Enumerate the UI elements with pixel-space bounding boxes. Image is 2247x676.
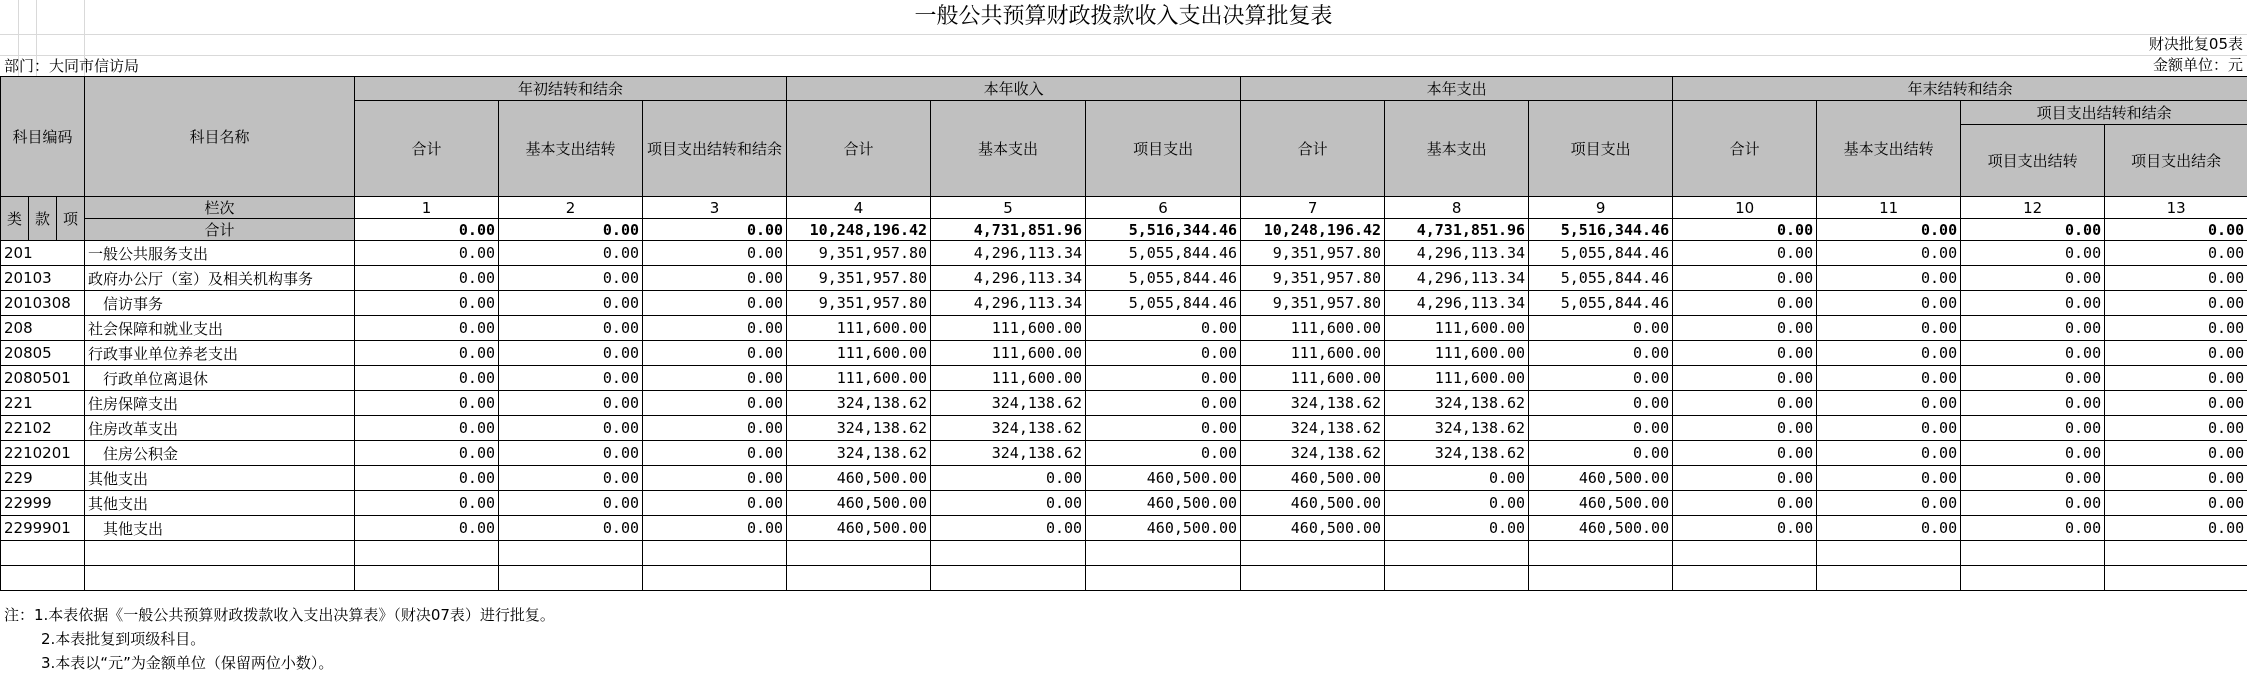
value-cell: 0.00 — [1817, 516, 1961, 541]
empty-cell — [2105, 541, 2247, 566]
value-cell: 0.00 — [1385, 466, 1529, 491]
value-cell: 0.00 — [1961, 316, 2105, 341]
value-cell: 0.00 — [1817, 391, 1961, 416]
value-cell: 0.00 — [1673, 366, 1817, 391]
value-cell: 0.00 — [2105, 491, 2247, 516]
value-cell: 324,138.62 — [1241, 416, 1385, 441]
value-cell: 111,600.00 — [1241, 316, 1385, 341]
value-cell: 0.00 — [1961, 366, 2105, 391]
value-cell: 324,138.62 — [1241, 391, 1385, 416]
value-cell: 460,500.00 — [1529, 491, 1673, 516]
table-row — [1, 366, 2247, 391]
row-code: 2080501 — [1, 366, 85, 391]
value-cell: 0.00 — [1673, 466, 1817, 491]
value-cell: 0.00 — [2105, 366, 2247, 391]
column-number: 9 — [1529, 197, 1673, 219]
value-cell: 111,600.00 — [1241, 366, 1385, 391]
value-cell: 0.00 — [1673, 516, 1817, 541]
department-label: 部门：大同市信访局 — [4, 57, 140, 75]
total-cell: 0.00 — [1817, 219, 1961, 241]
value-cell: 0.00 — [1086, 316, 1241, 341]
value-cell: 0.00 — [355, 266, 499, 291]
value-cell: 0.00 — [499, 416, 643, 441]
empty-cell — [643, 541, 787, 566]
header-col-6: 项目支出 — [1086, 101, 1241, 197]
value-cell: 0.00 — [1529, 316, 1673, 341]
value-cell: 0.00 — [355, 516, 499, 541]
header-code: 科目编码 — [1, 77, 85, 197]
value-cell: 0.00 — [1385, 516, 1529, 541]
value-cell: 0.00 — [1086, 391, 1241, 416]
value-cell: 460,500.00 — [787, 466, 931, 491]
value-cell: 9,351,957.80 — [1241, 266, 1385, 291]
note-1: 注：1.本表依据《一般公共预算财政拨款收入支出决算表》（财决07表）进行批复。 — [4, 606, 555, 624]
value-cell: 0.00 — [355, 241, 499, 266]
header-col-10: 合计 — [1673, 101, 1817, 197]
value-cell: 460,500.00 — [1241, 491, 1385, 516]
gridline — [0, 55, 2247, 56]
value-cell: 0.00 — [1817, 491, 1961, 516]
value-cell: 0.00 — [643, 241, 787, 266]
row-code: 2299901 — [1, 516, 85, 541]
header-col-8: 基本支出 — [1385, 101, 1529, 197]
value-cell: 111,600.00 — [787, 316, 931, 341]
value-cell: 0.00 — [1961, 516, 2105, 541]
row-name: 住房公积金 — [85, 441, 355, 466]
empty-cell — [1, 566, 85, 591]
value-cell: 0.00 — [643, 366, 787, 391]
value-cell: 0.00 — [1529, 366, 1673, 391]
value-cell: 0.00 — [1086, 416, 1241, 441]
value-cell: 324,138.62 — [787, 441, 931, 466]
value-cell: 0.00 — [499, 441, 643, 466]
value-cell: 0.00 — [1817, 416, 1961, 441]
value-cell: 0.00 — [2105, 391, 2247, 416]
value-cell: 0.00 — [1673, 416, 1817, 441]
value-cell: 9,351,957.80 — [787, 291, 931, 316]
value-cell: 460,500.00 — [1529, 466, 1673, 491]
empty-cell — [1673, 566, 1817, 591]
value-cell: 324,138.62 — [1385, 416, 1529, 441]
value-cell: 0.00 — [1673, 266, 1817, 291]
value-cell: 0.00 — [643, 341, 787, 366]
value-cell: 460,500.00 — [1241, 466, 1385, 491]
empty-cell — [1385, 541, 1529, 566]
value-cell: 0.00 — [355, 391, 499, 416]
value-cell: 111,600.00 — [931, 366, 1086, 391]
notes — [4, 603, 555, 675]
value-cell: 0.00 — [355, 291, 499, 316]
value-cell: 0.00 — [2105, 516, 2247, 541]
row-code: 201 — [1, 241, 85, 266]
header-col-9: 项目支出 — [1529, 101, 1673, 197]
empty-cell — [499, 566, 643, 591]
row-name: 行政单位离退休 — [85, 366, 355, 391]
value-cell: 0.00 — [643, 266, 787, 291]
value-cell: 111,600.00 — [1385, 366, 1529, 391]
header-name: 科目名称 — [85, 77, 355, 197]
value-cell: 0.00 — [2105, 441, 2247, 466]
value-cell: 324,138.62 — [1385, 441, 1529, 466]
value-cell: 0.00 — [499, 366, 643, 391]
header-col-3: 项目支出结转和结余 — [643, 101, 787, 197]
empty-cell — [1385, 566, 1529, 591]
row-code: 20103 — [1, 266, 85, 291]
header-lei: 类 — [1, 197, 29, 241]
total-cell: 0.00 — [2105, 219, 2247, 241]
table-row — [1, 266, 2247, 291]
empty-cell — [1529, 566, 1673, 591]
value-cell: 0.00 — [931, 516, 1086, 541]
value-cell: 0.00 — [2105, 241, 2247, 266]
empty-cell — [85, 541, 355, 566]
header-lanci: 栏次 — [85, 197, 355, 219]
value-cell: 0.00 — [2105, 466, 2247, 491]
value-cell: 0.00 — [1961, 291, 2105, 316]
row-code: 221 — [1, 391, 85, 416]
table-row — [1, 291, 2247, 316]
header-col-5: 基本支出 — [931, 101, 1086, 197]
value-cell: 0.00 — [499, 266, 643, 291]
total-cell: 5,516,344.46 — [1529, 219, 1673, 241]
column-number: 8 — [1385, 197, 1529, 219]
value-cell: 9,351,957.80 — [1241, 241, 1385, 266]
value-cell: 0.00 — [1961, 341, 2105, 366]
header-col-11: 基本支出结转 — [1817, 101, 1961, 197]
empty-cell — [1, 541, 85, 566]
value-cell: 0.00 — [1529, 441, 1673, 466]
row-name: 住房改革支出 — [85, 416, 355, 441]
value-cell: 0.00 — [499, 241, 643, 266]
form-code: 财决批复05表 — [2148, 35, 2243, 53]
value-cell: 0.00 — [1086, 441, 1241, 466]
table-row — [1, 416, 2247, 441]
empty-cell — [1529, 541, 1673, 566]
empty-cell — [643, 566, 787, 591]
table-row — [1, 441, 2247, 466]
empty-row — [1, 566, 2247, 591]
column-number: 10 — [1673, 197, 1817, 219]
row-name: 政府办公厅（室）及相关机构事务 — [85, 266, 355, 291]
value-cell: 0.00 — [355, 366, 499, 391]
value-cell: 460,500.00 — [1241, 516, 1385, 541]
value-cell: 111,600.00 — [1241, 341, 1385, 366]
value-cell: 0.00 — [1673, 291, 1817, 316]
empty-cell — [1961, 566, 2105, 591]
value-cell: 0.00 — [2105, 266, 2247, 291]
total-cell: 5,516,344.46 — [1086, 219, 1241, 241]
value-cell: 5,055,844.46 — [1529, 266, 1673, 291]
value-cell: 0.00 — [1961, 441, 2105, 466]
value-cell: 0.00 — [1817, 466, 1961, 491]
value-cell: 0.00 — [643, 316, 787, 341]
total-cell: 0.00 — [643, 219, 787, 241]
value-cell: 4,296,113.34 — [1385, 266, 1529, 291]
value-cell: 0.00 — [1817, 316, 1961, 341]
column-number: 4 — [787, 197, 931, 219]
empty-cell — [355, 566, 499, 591]
value-cell: 0.00 — [499, 391, 643, 416]
value-cell: 460,500.00 — [787, 491, 931, 516]
value-cell: 0.00 — [643, 291, 787, 316]
empty-row — [1, 541, 2247, 566]
empty-cell — [787, 566, 931, 591]
header-col-4: 合计 — [787, 101, 931, 197]
row-name: 社会保障和就业支出 — [85, 316, 355, 341]
value-cell: 0.00 — [643, 391, 787, 416]
value-cell: 0.00 — [1817, 366, 1961, 391]
value-cell: 0.00 — [1817, 441, 1961, 466]
value-cell: 0.00 — [643, 491, 787, 516]
value-cell: 0.00 — [2105, 341, 2247, 366]
total-cell: 0.00 — [499, 219, 643, 241]
value-cell: 0.00 — [931, 491, 1086, 516]
table-row — [1, 341, 2247, 366]
value-cell: 111,600.00 — [787, 366, 931, 391]
table-row — [1, 491, 2247, 516]
empty-cell — [931, 541, 1086, 566]
value-cell: 0.00 — [1961, 491, 2105, 516]
value-cell: 4,296,113.34 — [931, 266, 1086, 291]
row-name: 其他支出 — [85, 491, 355, 516]
row-code: 208 — [1, 316, 85, 341]
row-name: 信访事务 — [85, 291, 355, 316]
total-cell: 4,731,851.96 — [931, 219, 1086, 241]
value-cell: 4,296,113.34 — [931, 241, 1086, 266]
total-cell: 0.00 — [1961, 219, 2105, 241]
empty-cell — [85, 566, 355, 591]
value-cell: 5,055,844.46 — [1529, 291, 1673, 316]
value-cell: 324,138.62 — [1385, 391, 1529, 416]
table-row — [1, 241, 2247, 266]
value-cell: 0.00 — [499, 466, 643, 491]
value-cell: 9,351,957.80 — [787, 241, 931, 266]
row-code: 2210201 — [1, 441, 85, 466]
value-cell: 4,296,113.34 — [931, 291, 1086, 316]
value-cell: 0.00 — [499, 316, 643, 341]
header-group-expense: 本年支出 — [1241, 77, 1673, 101]
value-cell: 0.00 — [643, 466, 787, 491]
table-row — [1, 516, 2247, 541]
value-cell: 0.00 — [1673, 491, 1817, 516]
empty-cell — [931, 566, 1086, 591]
value-cell: 0.00 — [1961, 391, 2105, 416]
note-2: 2.本表批复到项级科目。 — [41, 630, 206, 648]
value-cell: 4,296,113.34 — [1385, 291, 1529, 316]
value-cell: 0.00 — [931, 466, 1086, 491]
value-cell: 0.00 — [499, 341, 643, 366]
empty-cell — [1241, 541, 1385, 566]
value-cell: 0.00 — [1529, 391, 1673, 416]
header-group-project: 项目支出结转和结余 — [1961, 101, 2247, 125]
value-cell: 460,500.00 — [1529, 516, 1673, 541]
value-cell: 111,600.00 — [1385, 341, 1529, 366]
table-row — [1, 391, 2247, 416]
value-cell: 0.00 — [355, 466, 499, 491]
value-cell: 0.00 — [499, 491, 643, 516]
value-cell: 0.00 — [643, 416, 787, 441]
value-cell: 0.00 — [1086, 366, 1241, 391]
header-col-13: 项目支出结余 — [2105, 125, 2247, 197]
value-cell: 5,055,844.46 — [1529, 241, 1673, 266]
header-col-12: 项目支出结转 — [1961, 125, 2105, 197]
value-cell: 460,500.00 — [1086, 516, 1241, 541]
total-cell: 10,248,196.42 — [787, 219, 931, 241]
value-cell: 111,600.00 — [931, 341, 1086, 366]
value-cell: 0.00 — [2105, 316, 2247, 341]
value-cell: 111,600.00 — [931, 316, 1086, 341]
total-cell: 4,731,851.96 — [1385, 219, 1529, 241]
gridline — [0, 34, 2247, 35]
empty-cell — [2105, 566, 2247, 591]
value-cell: 111,600.00 — [787, 341, 931, 366]
value-cell: 9,351,957.80 — [787, 266, 931, 291]
value-cell: 111,600.00 — [1385, 316, 1529, 341]
header-kuan: 款 — [29, 197, 57, 241]
table-row — [1, 316, 2247, 341]
column-number: 3 — [643, 197, 787, 219]
table-row — [1, 466, 2247, 491]
column-number: 13 — [2105, 197, 2247, 219]
value-cell: 0.00 — [499, 291, 643, 316]
value-cell: 0.00 — [1673, 391, 1817, 416]
empty-cell — [1961, 541, 2105, 566]
value-cell: 0.00 — [1673, 241, 1817, 266]
value-cell: 324,138.62 — [787, 416, 931, 441]
empty-cell — [1086, 541, 1241, 566]
total-cell: 0.00 — [355, 219, 499, 241]
value-cell: 5,055,844.46 — [1086, 241, 1241, 266]
value-cell: 0.00 — [355, 316, 499, 341]
total-cell: 10,248,196.42 — [1241, 219, 1385, 241]
row-name: 行政事业单位养老支出 — [85, 341, 355, 366]
budget-table — [0, 76, 2247, 591]
value-cell: 324,138.62 — [931, 391, 1086, 416]
value-cell: 0.00 — [1961, 266, 2105, 291]
empty-cell — [1817, 566, 1961, 591]
value-cell: 0.00 — [355, 441, 499, 466]
empty-cell — [355, 541, 499, 566]
value-cell: 0.00 — [1529, 416, 1673, 441]
header-col-2: 基本支出结转 — [499, 101, 643, 197]
empty-cell — [787, 541, 931, 566]
page-title: 一般公共预算财政拨款收入支出决算批复表 — [914, 4, 1333, 29]
header-xiang: 项 — [57, 197, 85, 241]
column-number: 12 — [1961, 197, 2105, 219]
value-cell: 5,055,844.46 — [1086, 291, 1241, 316]
value-cell: 0.00 — [1086, 341, 1241, 366]
empty-cell — [1086, 566, 1241, 591]
header-group-opening: 年初结转和结余 — [355, 77, 787, 101]
header-group-closing: 年末结转和结余 — [1673, 77, 2247, 101]
column-number: 6 — [1086, 197, 1241, 219]
value-cell: 324,138.62 — [787, 391, 931, 416]
value-cell: 0.00 — [643, 516, 787, 541]
column-number: 1 — [355, 197, 499, 219]
total-label: 合计 — [85, 219, 355, 241]
header-col-7: 合计 — [1241, 101, 1385, 197]
empty-cell — [1241, 566, 1385, 591]
value-cell: 0.00 — [1817, 266, 1961, 291]
value-cell: 324,138.62 — [931, 416, 1086, 441]
empty-cell — [499, 541, 643, 566]
row-code: 22999 — [1, 491, 85, 516]
header-group-income: 本年收入 — [787, 77, 1241, 101]
value-cell: 460,500.00 — [787, 516, 931, 541]
empty-cell — [1673, 541, 1817, 566]
value-cell: 460,500.00 — [1086, 491, 1241, 516]
column-number: 7 — [1241, 197, 1385, 219]
value-cell: 324,138.62 — [931, 441, 1086, 466]
value-cell: 0.00 — [1385, 491, 1529, 516]
value-cell: 0.00 — [1529, 341, 1673, 366]
column-number: 5 — [931, 197, 1086, 219]
value-cell: 0.00 — [1961, 241, 2105, 266]
row-code: 229 — [1, 466, 85, 491]
value-cell: 0.00 — [499, 516, 643, 541]
value-cell: 0.00 — [1817, 291, 1961, 316]
column-number: 2 — [499, 197, 643, 219]
value-cell: 4,296,113.34 — [1385, 241, 1529, 266]
column-number: 11 — [1817, 197, 1961, 219]
value-cell: 0.00 — [1673, 341, 1817, 366]
value-cell: 0.00 — [1673, 441, 1817, 466]
value-cell: 0.00 — [2105, 416, 2247, 441]
row-name: 一般公共服务支出 — [85, 241, 355, 266]
header-col-1: 合计 — [355, 101, 499, 197]
value-cell: 0.00 — [355, 341, 499, 366]
row-code: 20805 — [1, 341, 85, 366]
value-cell: 0.00 — [2105, 291, 2247, 316]
value-cell: 9,351,957.80 — [1241, 291, 1385, 316]
value-cell: 0.00 — [1817, 341, 1961, 366]
row-code: 2010308 — [1, 291, 85, 316]
total-cell: 0.00 — [1673, 219, 1817, 241]
value-cell: 0.00 — [643, 441, 787, 466]
value-cell: 0.00 — [1673, 316, 1817, 341]
value-cell: 0.00 — [355, 491, 499, 516]
value-cell: 0.00 — [355, 416, 499, 441]
row-name: 其他支出 — [85, 516, 355, 541]
row-code: 22102 — [1, 416, 85, 441]
amount-unit: 金额单位：元 — [2152, 56, 2243, 74]
value-cell: 324,138.62 — [1241, 441, 1385, 466]
value-cell: 0.00 — [1961, 466, 2105, 491]
value-cell: 5,055,844.46 — [1086, 266, 1241, 291]
row-name: 其他支出 — [85, 466, 355, 491]
value-cell: 0.00 — [1961, 416, 2105, 441]
value-cell: 460,500.00 — [1086, 466, 1241, 491]
row-name: 住房保障支出 — [85, 391, 355, 416]
value-cell: 0.00 — [1817, 241, 1961, 266]
note-3: 3.本表以“元”为金额单位（保留两位小数）。 — [41, 654, 334, 672]
empty-cell — [1817, 541, 1961, 566]
